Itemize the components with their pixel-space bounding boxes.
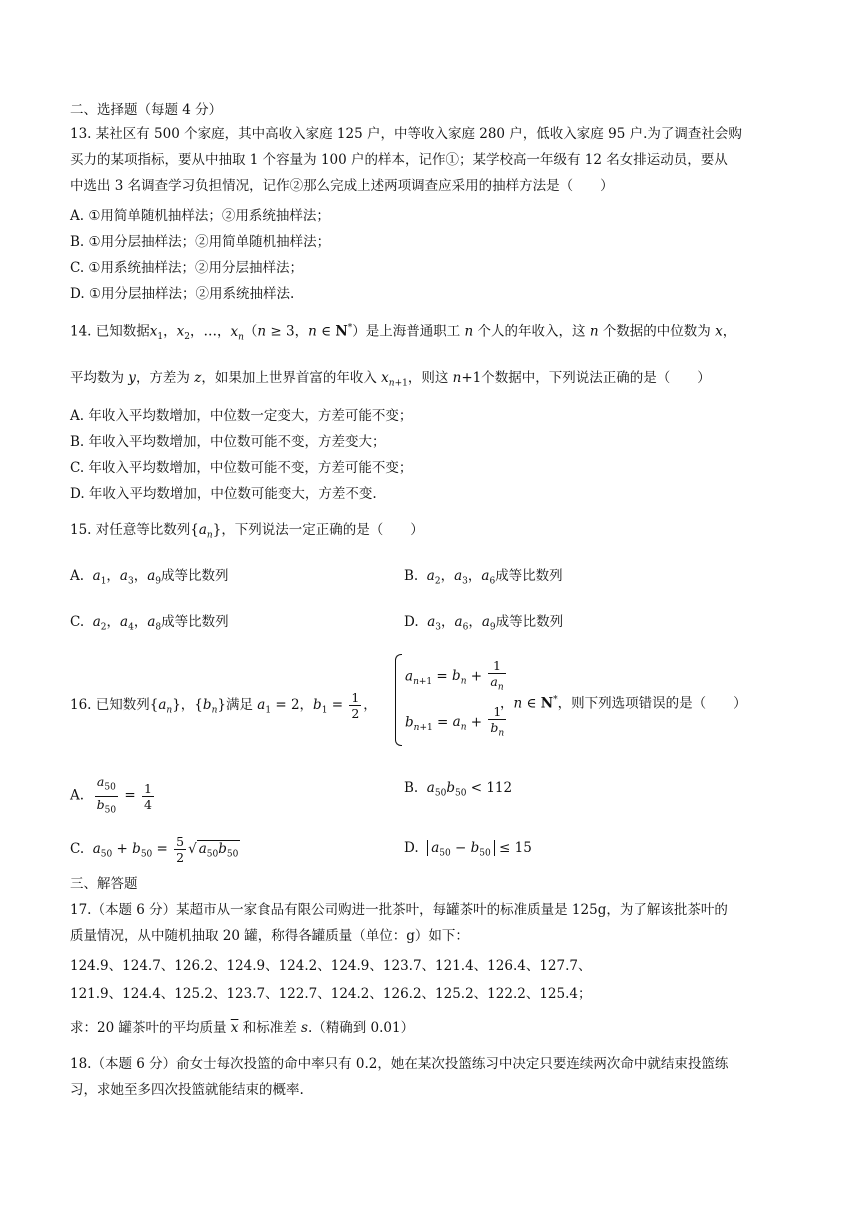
q17-data-row-1: 124.9、124.7、126.2、124.9、124.2、124.9、123.7、121.4、126.4、127.7、	[70, 958, 592, 974]
q14-line-1: 14. 已知数据$x_1$，$x_2$，…，$x_n(n \ge 3$，n ∈ N*）是上海普通职工 n 个人的年收入，这 n 个数据的中位数为 x，	[70, 323, 737, 343]
q15-option-a: A. $a_1$，$a_3$，$a_9$成等比数列	[70, 568, 229, 587]
q16-stem-right: ，n ∈ N*，则下列选项错误的是（ ）	[500, 695, 747, 712]
q14-option-c: C. 年收入平均数增加，中位数可能不变，方差可能不变；	[70, 460, 413, 476]
q15-option-b: B. $a_2$，$a_3$，$a_6$成等比数列	[404, 568, 563, 587]
q13-option-a: A. ①用简单随机抽样法；②用系统抽样法；	[70, 208, 330, 224]
q13-option-d: D. ①用分层抽样法；②用系统抽样法.	[70, 286, 295, 302]
q16-recurrence-system: $a_{n+1} = b_n$ + $\frac{1}{a_n}$ $b_{n+1} = a_n$ + $\frac{1}{b_n}$	[395, 650, 495, 748]
q15-option-d: D. $a_3$，$a_6$，$a_9$成等比数列	[404, 614, 564, 633]
q13-option-b: B. ①用分层抽样法；②用简单随机抽样法；	[70, 234, 331, 250]
q16-option-d: D. $a_{50} - b_{50} \le 15$	[404, 840, 532, 859]
section-heading-answers: 三、解答题	[70, 876, 138, 892]
q14-option-d: D. 年收入平均数增加，中位数可能变大，方差不变.	[70, 486, 377, 502]
section-heading-choice: 二、选择题（每题 4 分）	[70, 102, 223, 118]
q18-line-1: 18.（本题 6 分）俞女士每次投篮的命中率只有 0.2，她在某次投篮练习中决定只要连续两次命中就结束投篮练	[70, 1056, 729, 1072]
q13-option-c: C. ①用系统抽样法；②用分层抽样法；	[70, 260, 304, 276]
q16-option-c: C. $a_{50} + b_{50}$ = $\frac{5}{2}$ √ $a_{50}b_{50}$	[70, 834, 239, 865]
q15-stem: 15. 对任意等比数列$\{a_n\}$，下列说法一定正确的是（ ）	[70, 522, 424, 541]
q16-option-a: A. $\frac{a_{50}}{b_{50}}$ = $\frac{1}{4}$	[70, 774, 152, 815]
q13-line-1: 13. 某社区有 500 个家庭，其中高收入家庭 125 户，中等收入家庭 280 户，低收入家庭 95 户.为了调查社会购	[70, 126, 742, 142]
q16-stem-left: 16. 已知数列$\{a_n\}$，$\{b_n\}$满足 $a_1 = 2$，$b_1$ = $\frac{1}{2}$ ，	[70, 690, 377, 721]
q17-line-2: 质量情况，从中随机抽取 20 罐，称得各罐质量（单位：g）如下：	[70, 928, 469, 944]
q13-line-3: 中选出 3 名调查学习负担情况，记作②那么完成上述两项调查应采用的抽样方法是（ ）	[70, 178, 614, 194]
q17-line-1: 17.（本题 6 分）某超市从一家食品有限公司购进一批茶叶，每罐茶叶的标准质量是 125g，为了解该批茶叶的	[70, 902, 728, 918]
q14-line-2: 平均数为 y，方差为 z，如果加上世界首富的年收入 $x_{n+1}$，则这 n+1个数据中，下列说法正确的是（ ）	[70, 370, 711, 389]
q13-line-2: 买力的某项指标，要从中抽取 1 个容量为 100 户的样本，记作①；某学校高一年级有 12 名女排运动员，要从	[70, 152, 728, 168]
q15-option-c: C. $a_2$，$a_4$，$a_8$成等比数列	[70, 614, 229, 633]
q16-option-b: B. $a_{50}b_{50} < 112$	[404, 780, 513, 799]
q14-option-b: B. 年收入平均数增加，中位数可能不变，方差变大；	[70, 434, 386, 450]
q17-question: 求：20 罐茶叶的平均质量 $\overline{x}$ 和标准差 s.（精确到 0.01）	[70, 1020, 415, 1036]
q18-line-2: 习，求她至多四次投篮就能结束的概率.	[70, 1082, 304, 1098]
q14-option-a: A. 年收入平均数增加，中位数一定变大，方差可能不变；	[70, 408, 413, 424]
q17-data-row-2: 121.9、124.4、125.2、123.7、122.7、124.2、126.2、125.2、122.2、125.4；	[70, 986, 592, 1002]
